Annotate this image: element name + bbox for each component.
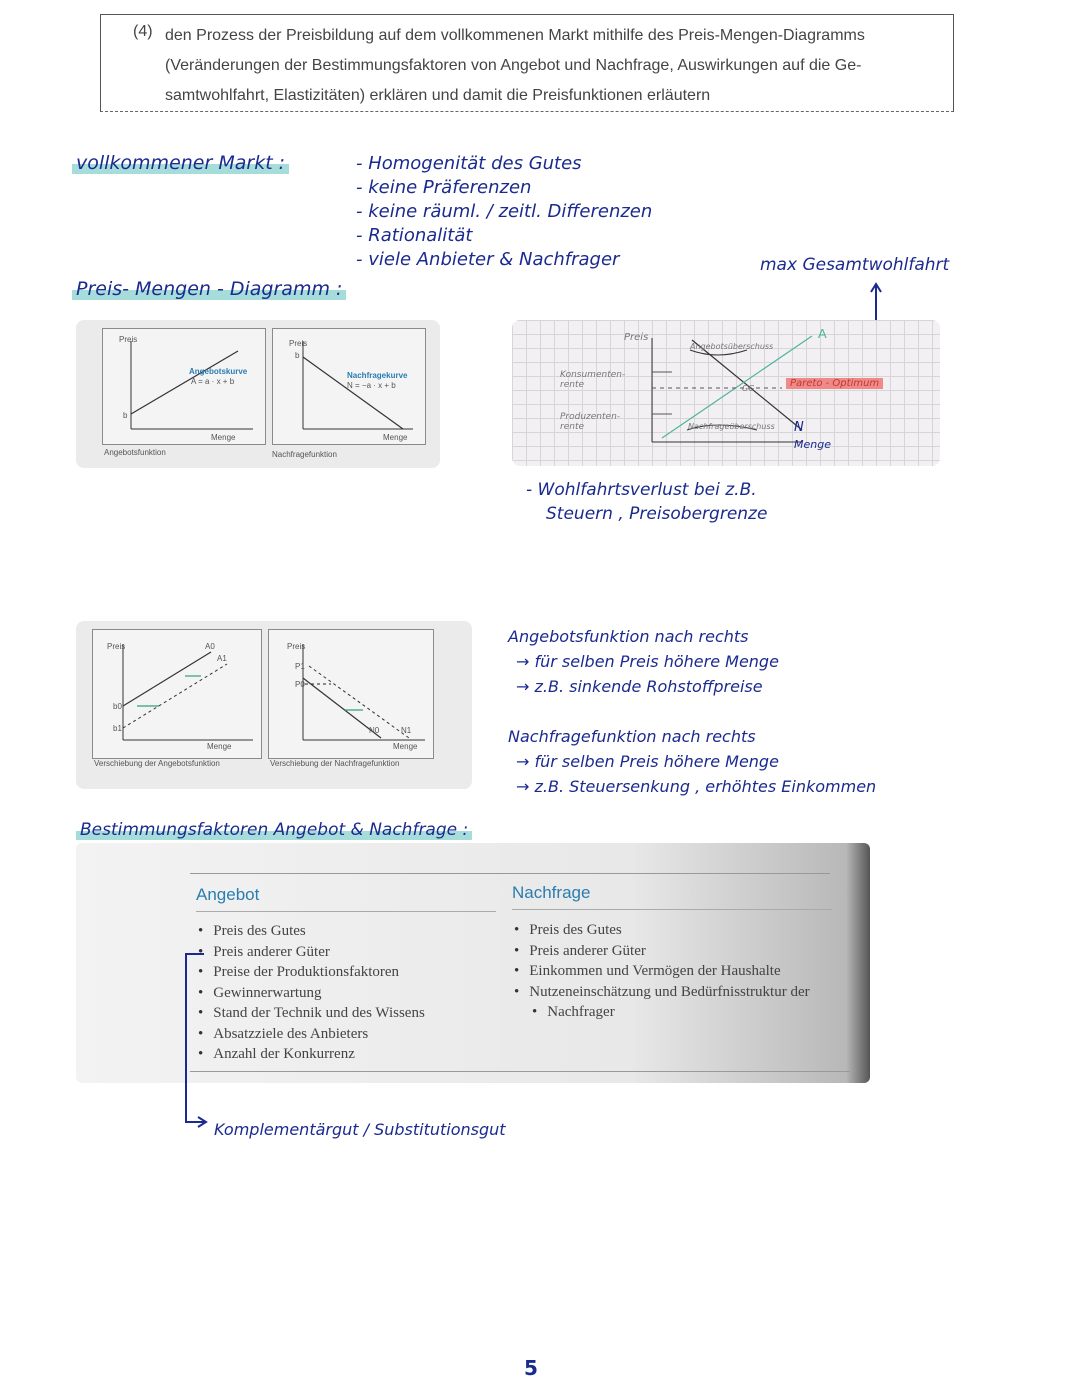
list-item: • Gewinnerwartung xyxy=(198,983,425,1004)
sketch-label: Produzenten- rente xyxy=(560,412,621,432)
photo-shifts xyxy=(76,621,472,789)
price-quantity-heading: Preis- Mengen - Diagramm : xyxy=(72,278,346,300)
list-item: • Preis anderer Güter xyxy=(514,941,810,962)
pareto-optimum-label: Pareto - Optimum xyxy=(786,378,883,389)
list-item: • Preise der Produktionsfaktoren xyxy=(198,962,425,983)
welfare-loss-note xyxy=(526,478,767,526)
note-line: → für selben Preis höhere Menge xyxy=(516,752,779,771)
note-line: Nachfragefunktion nach rechts xyxy=(508,727,756,746)
demand-function-figure xyxy=(272,328,426,445)
intercept-label: b0 xyxy=(113,702,122,711)
page-number: 5 xyxy=(524,1356,538,1380)
note-line: → z.B. Steuersenkung , erhöhtes Einkommen xyxy=(516,777,877,796)
curve-title: Nachfragekurve xyxy=(347,371,408,380)
list-item: • Nutzeneinschätzung und Bedürfnisstruktur der xyxy=(514,982,810,1003)
complement-substitute-note: Komplementärgut / Substitutionsgut xyxy=(214,1120,506,1139)
list-item: • Nachfrager xyxy=(514,1002,810,1023)
supply-title: Angebot xyxy=(196,885,260,904)
max-welfare-label: max Gesamtwohlfahrt xyxy=(760,255,950,275)
demand-curve xyxy=(303,357,403,429)
demand-factors-list xyxy=(514,920,810,1023)
sketch-label: N xyxy=(794,420,804,435)
list-item: - keine räuml. / zeitl. Differenzen xyxy=(356,201,653,222)
sketch-label: Menge xyxy=(794,438,831,451)
sketch-label: Preis xyxy=(624,332,649,343)
list-item: - viele Anbieter & Nachfrager xyxy=(356,249,620,270)
list-item: - keine Präferenzen xyxy=(356,177,532,198)
figure-caption: Verschiebung der Nachfragefunktion xyxy=(270,759,400,768)
note-line: Steuern , Preisobergrenze xyxy=(546,504,768,524)
note-line: - Wohlfahrtsverlust bei z.B. xyxy=(526,480,757,500)
note-line: → für selben Preis höhere Menge xyxy=(516,652,779,671)
intercept-label: b xyxy=(295,351,300,360)
curve-formula: N = −a · x + b xyxy=(347,381,396,390)
axis-label: P0 xyxy=(295,680,305,689)
list-item: - Homogenität des Gutes xyxy=(356,153,582,174)
rule-demand xyxy=(512,909,832,910)
curve-formula: A = a · x + b xyxy=(191,377,235,386)
list-item: - Rationalität xyxy=(356,225,473,246)
determinants-heading: Bestimmungsfaktoren Angebot & Nachfrage : xyxy=(76,820,472,840)
bracket-arrow xyxy=(176,946,216,1128)
axis-label: Menge xyxy=(211,433,236,442)
photo-functions xyxy=(76,320,440,468)
figure-caption: Nachfragefunktion xyxy=(272,450,337,459)
axis-label: Menge xyxy=(393,742,418,751)
curve-label: A0 xyxy=(205,642,215,651)
sketch-label: GG xyxy=(742,384,755,393)
objective-line: (Veränderungen der Bestimmungsfaktoren von Angebot und Nachfrage, Auswirkungen auf die Ge- xyxy=(165,57,862,74)
supply-factors-list xyxy=(198,921,425,1065)
list-item: • Preis des Gutes xyxy=(198,921,425,942)
list-item: • Stand der Technik und des Wissens xyxy=(198,1003,425,1024)
sketch-label: Angebotsüberschuss xyxy=(690,342,774,351)
axis-label: Preis xyxy=(287,642,306,651)
list-item: • Preis anderer Güter xyxy=(198,942,425,963)
axis-label: Menge xyxy=(207,742,232,751)
list-item: • Preis des Gutes xyxy=(514,920,810,941)
list-item: • Absatzziele des Anbieters xyxy=(198,1024,425,1045)
demand-title: Nachfrage xyxy=(512,883,591,902)
intercept-label: b1 xyxy=(113,724,122,733)
curve-label: N0 xyxy=(369,726,380,735)
axis-label: Preis xyxy=(289,339,308,348)
objective-number: (4) xyxy=(133,23,153,40)
supply-function-figure xyxy=(102,328,266,445)
sketch-label: A xyxy=(818,326,827,341)
supply-shift-notes xyxy=(508,624,779,699)
intercept-label: b xyxy=(123,411,128,420)
curve-label: A1 xyxy=(217,654,227,663)
sketch-label: Nachfrageüberschuss xyxy=(688,422,775,431)
supply-shift-figure xyxy=(92,629,262,759)
objective-line: samtwohlfahrt, Elastizitäten) erklären und damit die Preisfunktionen erläutern xyxy=(165,87,711,104)
curve-title: Angebotskurve xyxy=(189,367,248,376)
figure-caption: Angebotsfunktion xyxy=(104,448,166,457)
perfect-market-list xyxy=(356,152,652,272)
axis-label: Preis xyxy=(119,335,138,344)
axis-label: Preis xyxy=(107,642,126,651)
rule-top xyxy=(190,873,830,874)
objective-line: den Prozess der Preisbildung auf dem vollkommenen Markt mithilfe des Preis-Mengen-Diagramms xyxy=(165,27,865,44)
sketch-label: Konsumenten- rente xyxy=(560,370,626,390)
supply-axes xyxy=(103,329,265,444)
photo-market-sketch xyxy=(512,320,940,466)
figure-caption: Verschiebung der Angebotsfunktion xyxy=(94,759,220,768)
note-line: Angebotsfunktion nach rechts xyxy=(508,627,749,646)
demand-shift-notes xyxy=(508,724,876,799)
objective-text xyxy=(165,21,945,111)
demand-shift-figure xyxy=(268,629,434,759)
curve-label: N1 xyxy=(401,726,412,735)
axis-label: Menge xyxy=(383,433,408,442)
objective-box xyxy=(100,14,954,112)
perfect-market-heading: vollkommener Markt : xyxy=(72,152,289,174)
rule-supply xyxy=(196,911,496,912)
list-item: • Anzahl der Konkurrenz xyxy=(198,1044,425,1065)
axis-label: P1 xyxy=(295,662,305,671)
list-item: • Einkommen und Vermögen der Haushalte xyxy=(514,961,810,982)
note-line: → z.B. sinkende Rohstoffpreise xyxy=(516,677,763,696)
rule-bottom xyxy=(190,1071,850,1072)
